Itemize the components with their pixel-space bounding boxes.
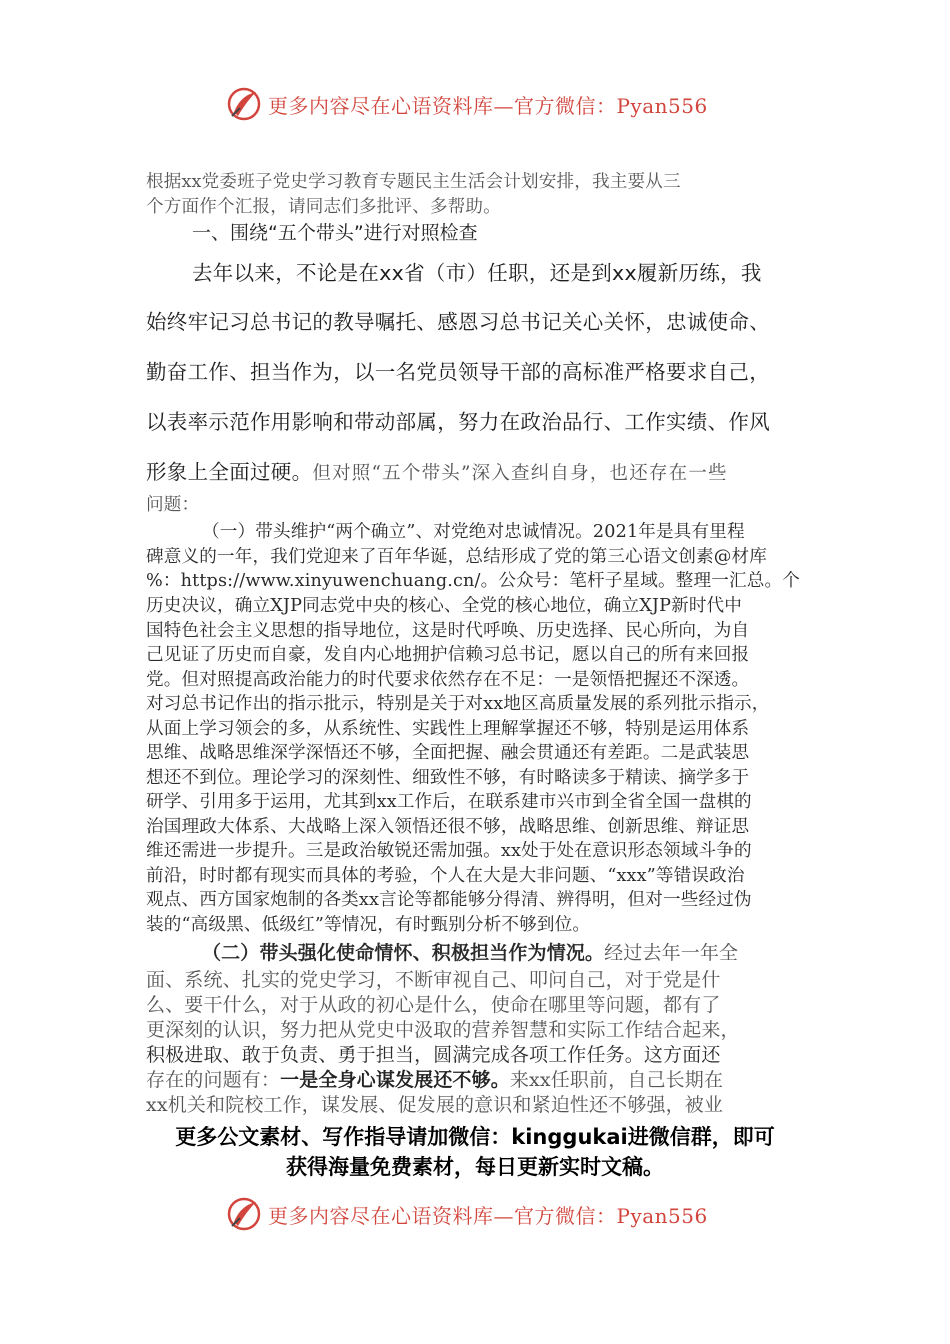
intro-line-2: 个方面作个汇报，请同志们多批评、多帮助。 (146, 197, 501, 217)
part1-line-15: 前沿，时时都有现实而具体的考验，个人在大是大非问题、“xxx”等错误政治 (146, 866, 745, 886)
brand-logo-icon (226, 86, 262, 122)
part1-line-10: 思维、战略思维深学深悟还不够，全面把握、融会贯通还有差距。二是武装思 (146, 743, 750, 763)
part2-problem-tail: 来xx任职前，自己长期在 (509, 1069, 724, 1091)
part2-line-2: 面、系统、扎实的党史学习，不断审视自己、叩问自己，对于党是什 (146, 969, 721, 991)
section1-line-5-main: 形象上全面过硬。 (146, 460, 313, 484)
part1-line-14: 维还需进一步提升。三是政治敏锐还需加强。xx处于处在意识形态领域斗争的 (146, 841, 752, 861)
part1-line-7: 党。但对照提高政治能力的时代要求依然存在不足：一是领悟把握还不深透。 (146, 670, 750, 690)
part2-line-6 (146, 1068, 723, 1092)
part1-line-2: 碑意义的一年，我们党迎来了百年华诞，总结形成了党的第三心语文创素@材库 (146, 547, 768, 567)
part1-line-5: 国特色社会主义思想的指导地位，这是时代呼唤、历史选择、民心所向，为自 (146, 621, 750, 641)
section1-line-1: 去年以来，不论是在xx省（市）任职，还是到xx履新历练，我 (192, 261, 762, 285)
footer-banner (226, 1194, 746, 1234)
section1-line-5-tail: 但对照“五个带头”深入查纠自身，也还存在一些 (312, 463, 728, 484)
section1-line-5 (146, 455, 728, 485)
part1-line-8: 对习总书记作出的指示批示，特别是关于对xx地区高质量发展的系列批示指示， (146, 694, 770, 714)
intro-line-1: 根据xx党委班子党史学习教育专题民主生活会计划安排，我主要从三 (146, 172, 681, 192)
brand-logo-icon (226, 1196, 262, 1232)
part2-problem-bold: 一是全身心谋发展还不够。 (280, 1069, 510, 1091)
part1-line-11: 想还不到位。理论学习的深刻性、细致性不够，有时略读多于精读、摘学多于 (146, 768, 750, 788)
part2-line-5: 积极进取、敢于负责、勇于担当，圆满完成各项工作任务。这方面还 (146, 1044, 721, 1066)
banner-text: 更多内容尽在心语资料库—官方微信：Pyan556 (268, 1203, 708, 1228)
section1-end: 问题： (146, 495, 200, 515)
section1-line-3: 勤奋工作、担当作为，以一名党员领导干部的高标准严格要求自己， (146, 360, 770, 384)
part2-heading: （二）带头强化使命情怀、积极担当作为情况。 (202, 942, 605, 964)
part1-line-3: %：https://www.xinyuwenchuang.cn/。公众号：笔杆子星域。整理一汇总。个 (146, 571, 800, 591)
section-heading: 一、围绕“五个带头”进行对照检查 (192, 222, 478, 244)
part2-line-1 (202, 941, 738, 965)
part1-line-13: 治国理政大体系、大战略上深入领悟还很不够，战略思维、创新思维、辩证思 (146, 817, 750, 837)
promo-line-2: 获得海量免费素材，每日更新实时文稿。 (286, 1155, 664, 1179)
promo-line-1: 更多公文素材、写作指导请加微信：kinggukai进微信群，即可 (175, 1125, 775, 1149)
header-banner (226, 84, 746, 124)
part1-line-6: 己见证了历史而自豪，发自内心地拥护信赖习总书记，愿以自己的所有来回报 (146, 645, 750, 665)
part2-problem-prefix: 存在的问题有： (146, 1069, 281, 1091)
section1-line-4: 以表率示范作用影响和带动部属，努力在政治品行、工作实绩、作风 (146, 410, 770, 434)
part1-line-4: 历史决议，确立XJP同志党中央的核心、全党的核心地位，确立XJP新时代中 (146, 596, 743, 616)
part1-line-17: 装的“高级黑、低级红”等情况，有时甄别分析不够到位。 (146, 915, 591, 935)
part1-line-1: （一）带头维护“两个确立”、对党绝对忠诚情况。2021年是具有里程 (202, 522, 745, 542)
part1-line-12: 研学、引用多于运用，尤其到xx工作后，在联系建市兴市到全省全国一盘棋的 (146, 792, 752, 812)
part2-line-7: xx机关和院校工作，谋发展、促发展的意识和紧迫性还不够强，被业 (146, 1094, 724, 1116)
part2-heading-tail: 经过去年一年全 (604, 942, 739, 964)
part2-line-4: 更深刻的认识，努力把从党史中汲取的营养智慧和实际工作结合起来， (146, 1019, 740, 1041)
part1-line-16: 观点、西方国家炮制的各类xx言论等都能够分得清、辨得明，但对一些经过伪 (146, 890, 752, 910)
section1-line-2: 始终牢记习总书记的教导嘱托、感恩习总书记关心关怀，忠诚使命、 (146, 310, 770, 334)
banner-text: 更多内容尽在心语资料库—官方微信：Pyan556 (268, 93, 708, 118)
part1-line-9: 从面上学习领会的多，从系统性、实践性上理解掌握还不够，特别是运用体系 (146, 719, 750, 739)
part2-line-3: 么、要干什么，对于从政的初心是什么，使命在哪里等问题，都有了 (146, 994, 721, 1016)
